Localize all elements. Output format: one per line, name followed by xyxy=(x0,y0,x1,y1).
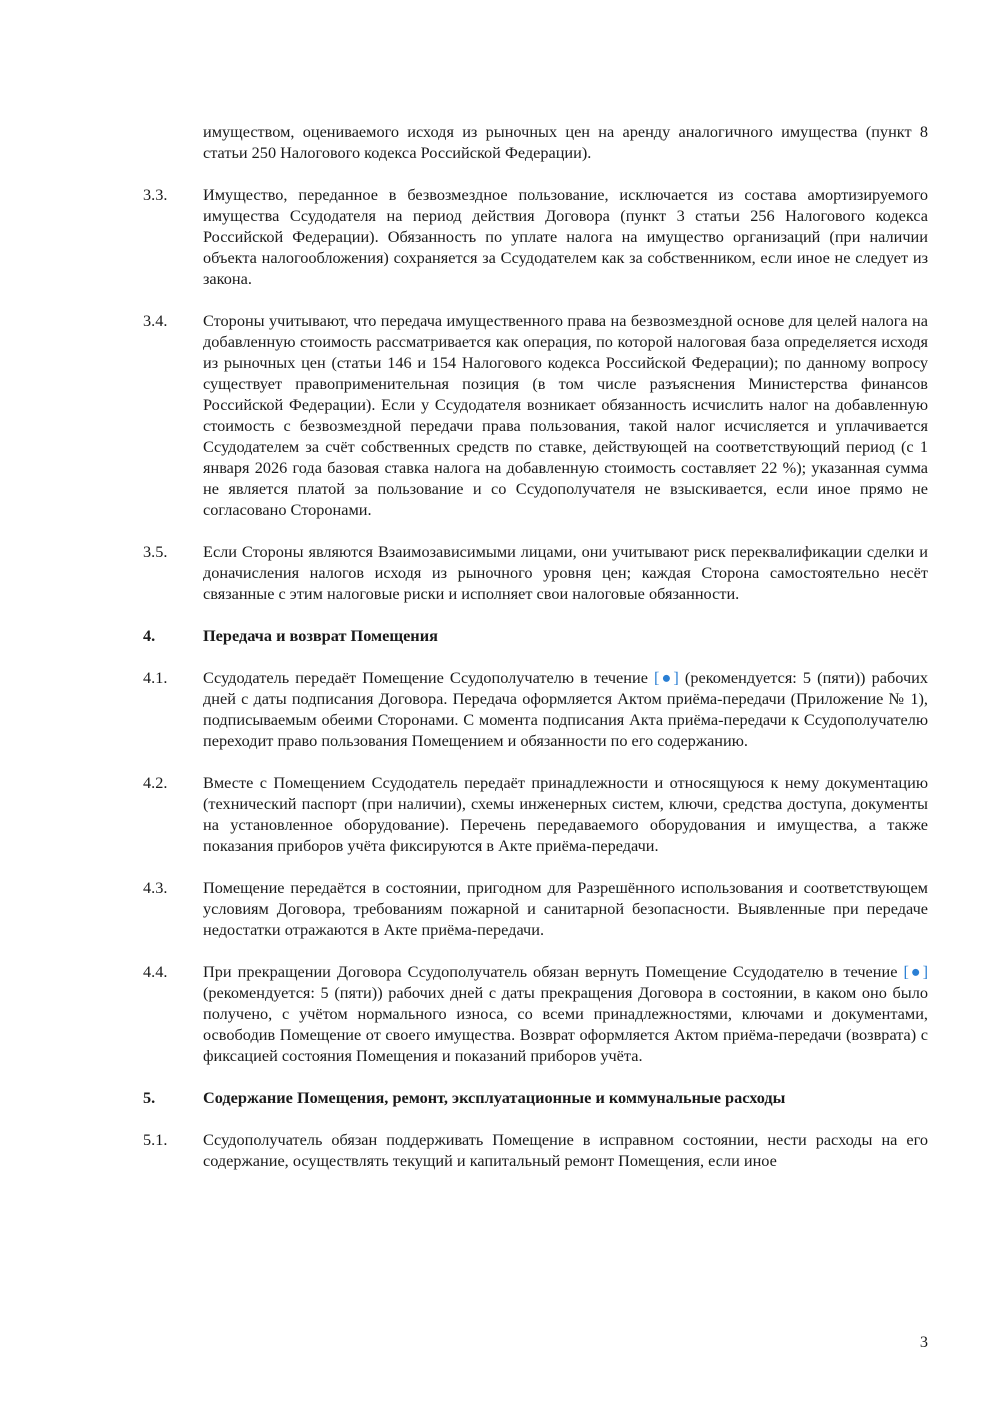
clause-3-4 xyxy=(143,310,928,520)
page-number: 3 xyxy=(919,1332,928,1351)
clause-4-2 xyxy=(143,772,928,856)
clause-4-4 xyxy=(143,961,928,1066)
placeholder-marker: [●] xyxy=(654,668,679,687)
clause-number: 4.3. xyxy=(143,878,168,897)
clause-number: 4.2. xyxy=(143,773,168,792)
clause-text-end: (рекомендуется: 5 (пяти)) рабочих дней с даты подписания Договора. Передача оформляется Актом приёма-передачи (Приложение № 1), подписываемым обеими Сторонами. С момента подписания Акта приёма-передачи к Ссудополучателю переходит право пользования Помещением и обязанности по его содержанию. xyxy=(203,668,928,750)
clause-text: Вместе с Помещением Ссудодатель передаёт принадлежности и относящуюся к нему документацию (технический паспорт (при наличии), схемы инженерных систем, ключи, средства доступа, документы на установленное оборудование). Перечень передаваемого оборудования и имущества, а также показания приборов учёта фиксируются в Акте приёма-передачи. xyxy=(203,773,928,855)
clause-4-3 xyxy=(143,877,928,940)
clause-5-1 xyxy=(143,1129,928,1171)
section-title: Содержание Помещения, ремонт, эксплуатационные и коммунальные расходы xyxy=(203,1088,786,1107)
clause-3-3 xyxy=(143,184,928,289)
clause-4-1 xyxy=(143,667,928,751)
placeholder-marker: [●] xyxy=(903,962,928,981)
clause-text-end: (рекомендуется: 5 (пяти)) рабочих дней с даты прекращения Договора в состоянии, в каком оно было получено, с учётом нормального износа, со всеми принадлежностями, ключами и документами, освободив Помещение от своего имущества. Возврат оформляется Актом приёма-передачи (возврата) с фиксацией состояния Помещения и показаний приборов учёта. xyxy=(203,983,928,1065)
section-title: Передача и возврат Помещения xyxy=(203,626,438,645)
clause-number: 5.1. xyxy=(143,1130,168,1149)
clause-number: 3.3. xyxy=(143,185,168,204)
clause-text: Имущество, переданное в безвозмездное пользование, исключается из состава амортизируемого имущества Ссудодателя на период действия Договора (пункт 3 статьи 256 Налогового кодекса Российской Федерации). Обязанность по уплате налога на имущество организаций (при наличии объекта налогообложения) сохраняется за Ссудодателем как за собственником, если иное не следует из закона. xyxy=(203,185,928,288)
clause-text: Ссудополучатель обязан поддерживать Помещение в исправном состоянии, нести расходы на его содержание, осуществлять текущий и капитальный ремонт Помещения, если иное xyxy=(203,1130,928,1170)
section-5-heading xyxy=(143,1087,928,1108)
clause-text: Если Стороны являются Взаимозависимыми лицами, они учитывают риск переквалификации сделки и доначисления налогов исходя из рыночного уровня цен; каждая Сторона самостоятельно несёт связанные с этим налоговые риски и исполняет свои налоговые обязанности. xyxy=(203,542,928,603)
clause-number: 3.5. xyxy=(143,542,168,561)
clause-text: Стороны учитывают, что передача имущественного права на безвозмездной основе для целей налога на добавленную стоимость рассматривается как операция, по которой налоговая база определяется исходя из рыночных цен (статьи 146 и 154 Налогового кодекса Российской Федерации); по данному вопросу существует правоприменительная позиция (в том числе разъяснения Министерства финансов Российской Федерации). Если у Ссудодателя возникает обязанность исчислить налог на добавленную стоимость с безвозмездной передачи права пользования, такой налог исчисляется и уплачивается Ссудодателем за счёт собственных средств по ставке, действующей на соответствующий период (с 1 января 2026 года базовая ставка налога на добавленную стоимость составляет 22 %); указанная сумма не является платой за пользование и со Ссудополучателя не взыскивается, если иное прямо не согласовано Сторонами. xyxy=(203,311,928,519)
clause-number: 4.4. xyxy=(143,962,168,981)
clause-3-2-continuation xyxy=(143,121,928,163)
section-4-heading xyxy=(143,625,928,646)
page-content xyxy=(143,121,928,1192)
section-number: 5. xyxy=(143,1088,156,1107)
clause-3-5 xyxy=(143,541,928,604)
clause-text-start: Ссудодатель передаёт Помещение Ссудополучателю в течение xyxy=(203,668,655,687)
section-number: 4. xyxy=(143,626,156,645)
clause-text-start: При прекращении Договора Ссудополучатель обязан вернуть Помещение Ссудодателю в течение xyxy=(203,962,904,981)
clause-text: Помещение передаётся в состоянии, пригодном для Разрешённого использования и соответствующем условиям Договора, требованиям пожарной и санитарной безопасности. Выявленные при передаче недостатки отражаются в Акте приёма-передачи. xyxy=(203,878,928,939)
clause-text: имуществом, оцениваемого исходя из рыночных цен на аренду аналогичного имущества (пункт 8 статьи 250 Налогового кодекса Российской Федерации). xyxy=(203,122,928,162)
clause-number: 3.4. xyxy=(143,311,168,330)
clause-number: 4.1. xyxy=(143,668,168,687)
